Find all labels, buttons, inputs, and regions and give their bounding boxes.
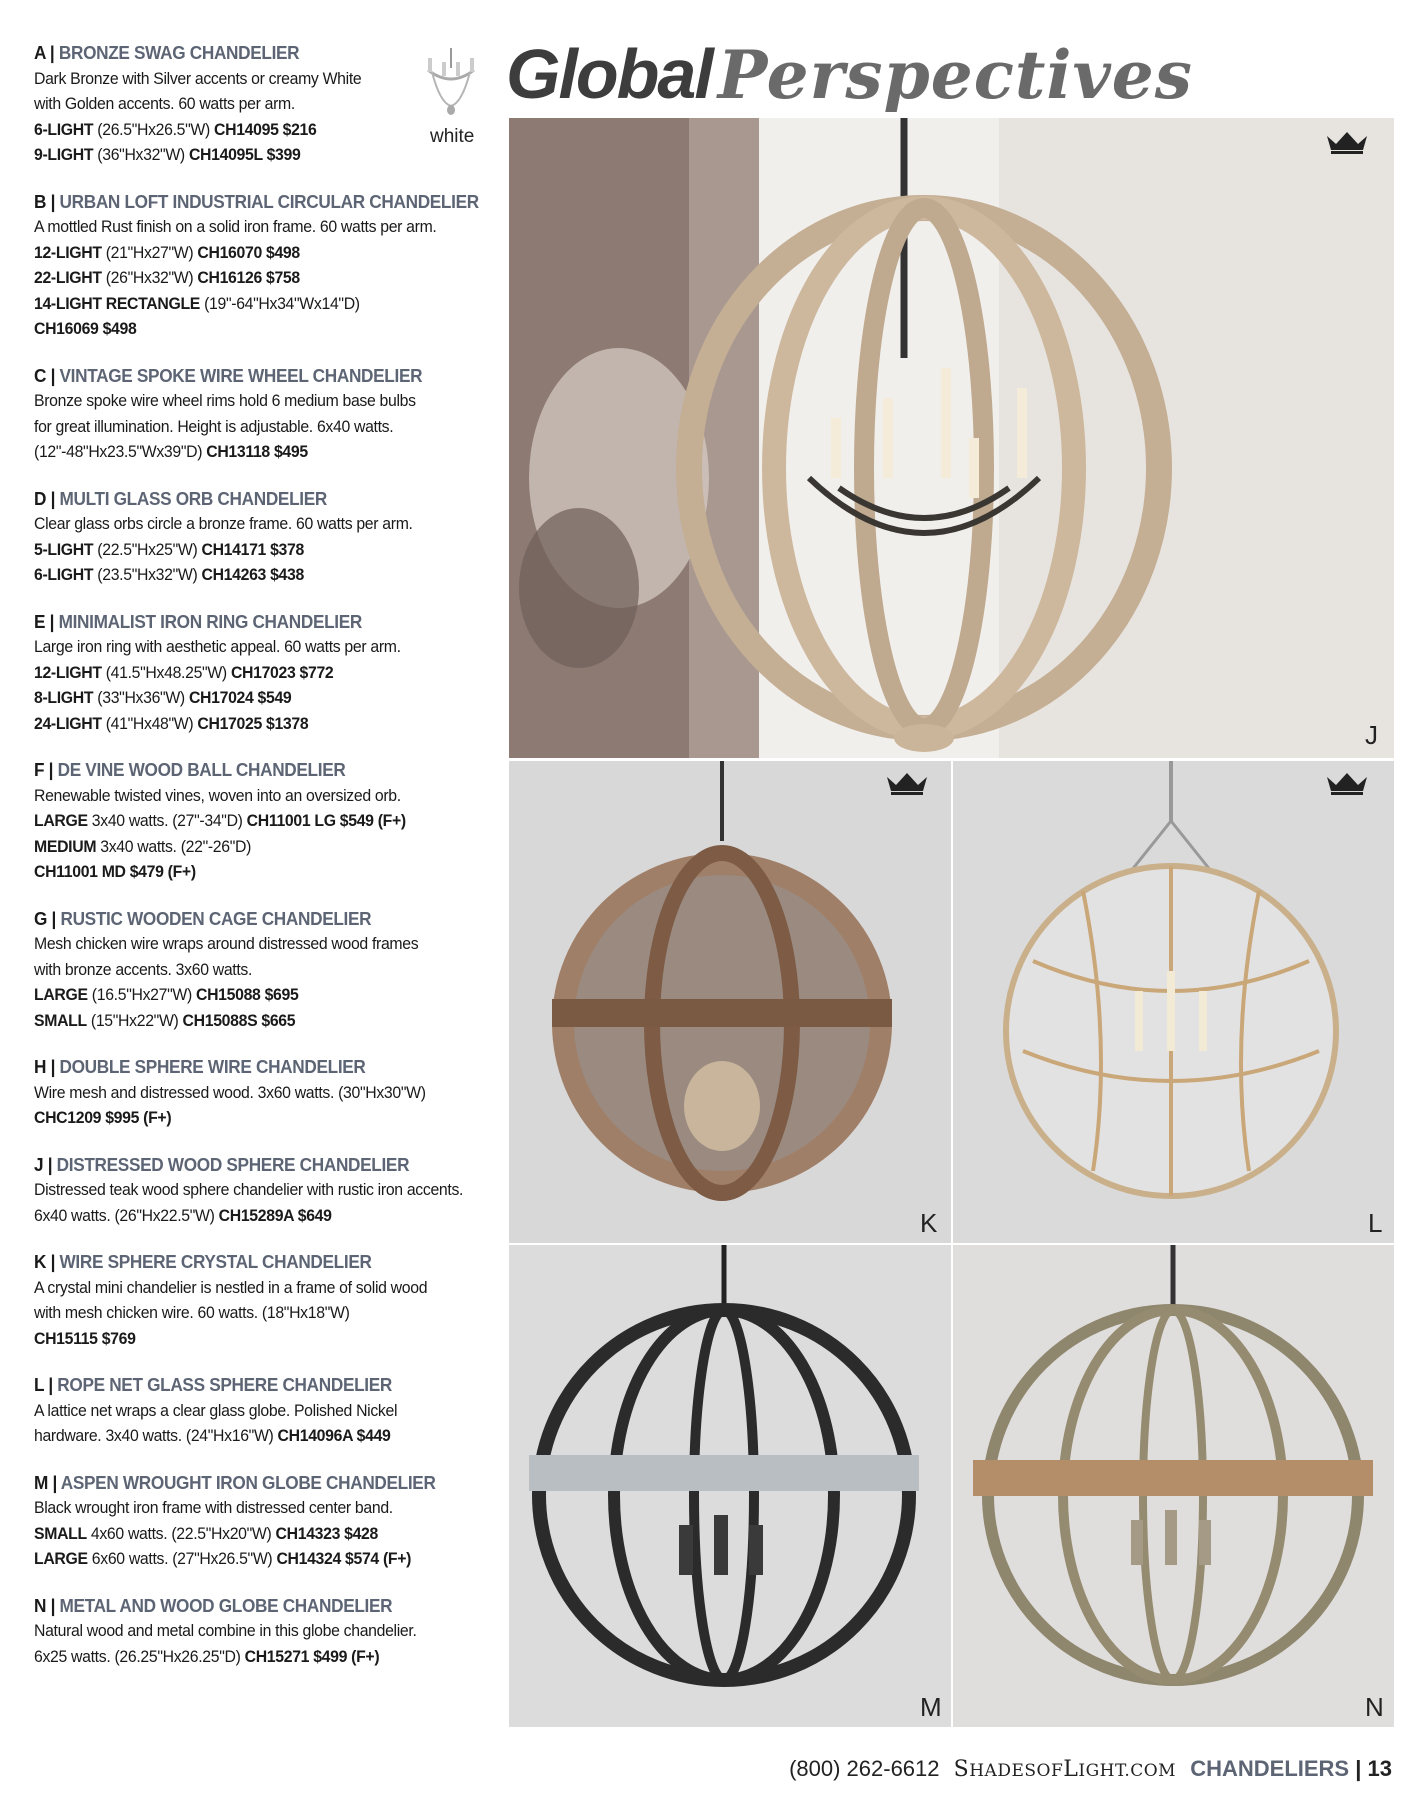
product-d [34,486,504,588]
product-description: A mottled Rust finish on a solid iron frame. 60 watts per arm. [34,217,437,236]
product-option: 5-LIGHT (22.5"Hx25"W) CH14171 $378 [34,539,304,559]
product-description: A lattice net wraps a clear glass globe. Polished Nickel [34,1400,398,1420]
photo-n [953,1245,1394,1727]
product-option: 6-LIGHT (26.5"Hx26.5"W) CH14095 $216 [34,119,317,139]
product-option: 8-LIGHT (33"Hx36"W) CH17024 $549 [34,688,292,707]
thumbnail-finish-label: white [430,126,475,147]
product-heading: J | DISTRESSED WOOD SPHERE CHANDELIER [34,1153,410,1175]
product-description: Large iron ring with aesthetic appeal. 60 watts per arm. [34,637,401,656]
photo-l [953,761,1394,1243]
chandelier-thumbnail [420,48,482,118]
product-k [34,1249,504,1351]
product-option: LARGE 6x60 watts. (27"Hx26.5"W) CH14324 $574 (F+) [34,1549,412,1568]
product-heading: A | BRONZE SWAG CHANDELIER [34,42,300,63]
product-option: (12"-48"Hx23.5"Wx39"D) CH13118 $495 [34,442,308,461]
product-option: 24-LIGHT (41"Hx48"W) CH17025 $1378 [34,713,309,733]
product-heading: D | MULTI GLASS ORB CHANDELIER [34,487,327,509]
product-heading: K | WIRE SPHERE CRYSTAL CHANDELIER [34,1251,372,1272]
product-option: 14-LIGHT RECTANGLE (19"-64"Hx34"Wx14"D) [34,293,360,313]
product-heading: N | METAL AND WOOD GLOBE CHANDELIER [34,1594,393,1616]
product-heading: E | MINIMALIST IRON RING CHANDELIER [34,610,362,632]
product-heading: G | RUSTIC WOODEN CAGE CHANDELIER [34,907,372,929]
product-description: Clear glass orbs circle a bronze frame. 60 watts per arm. [34,514,413,533]
product-option: 6x25 watts. (26.25"Hx26.25"D) CH15271 $499 (F+) [34,1646,380,1666]
product-option: 12-LIGHT (41.5"Hx48.25"W) CH17023 $772 [34,662,334,682]
product-heading: F | DE VINE WOOD BALL CHANDELIER [34,759,346,780]
photo-label-k: K [920,1208,938,1238]
page-title [506,34,1193,114]
product-heading: M | ASPEN WROUGHT IRON GLOBE CHANDELIER [34,1471,436,1493]
photo-label-j: J [1365,720,1378,750]
page-footer [789,1756,1392,1782]
product-g [34,906,504,1034]
title-global: Global [506,35,712,113]
product-j [34,1152,504,1229]
product-option: SMALL 4x60 watts. (22.5"Hx20"W) CH14323 $428 [34,1523,378,1543]
product-description: with bronze accents. 3x60 watts. [34,959,253,979]
photo-k [509,761,951,1243]
photo-m [509,1245,951,1727]
title-perspectives: Perspectives [717,36,1193,114]
product-description: A crystal mini chandelier is nestled in a frame of solid wood [34,1277,428,1297]
product-description: Bronze spoke wire wheel rims hold 6 medium base bulbs [34,391,416,410]
product-description: with Golden accents. 60 watts per arm. [34,94,295,113]
product-h [34,1054,504,1131]
product-c [34,363,504,465]
product-m [34,1470,504,1572]
product-option: CHC1209 $995 (F+) [34,1108,172,1127]
product-b [34,189,504,342]
crown-icon [1325,130,1369,159]
product-option: 9-LIGHT (36"Hx32"W) CH14095L $399 [34,145,301,164]
product-heading: L | ROPE NET GLASS SPHERE CHANDELIER [34,1374,392,1395]
footer-section: CHANDELIERS [1190,1756,1350,1781]
footer-divider: | [1355,1756,1362,1781]
product-description: Natural wood and metal combine in this globe chandelier. [34,1621,417,1640]
product-option: CH15115 $769 [34,1328,136,1348]
product-list [34,40,504,1690]
product-option: 6x40 watts. (26"Hx22.5"W) CH15289A $649 [34,1205,332,1225]
product-e [34,609,504,737]
product-option: MEDIUM 3x40 watts. (22"-26"D) [34,836,252,856]
product-heading: B | URBAN LOFT INDUSTRIAL CIRCULAR CHANDELIER [34,190,479,212]
photo-label-n: N [1365,1692,1384,1722]
product-description: Black wrought iron frame with distressed center band. [34,1498,393,1517]
product-description: Mesh chicken wire wraps around distressed wood frames [34,934,419,953]
product-option: LARGE (16.5"Hx27"W) CH15088 $695 [34,985,299,1004]
product-description: Distressed teak wood sphere chandelier with rustic iron accents. [34,1180,464,1199]
product-heading: H | DOUBLE SPHERE WIRE CHANDELIER [34,1056,366,1077]
product-option: 12-LIGHT (21"Hx27"W) CH16070 $498 [34,242,300,262]
product-n [34,1593,504,1670]
photo-label-l: L [1368,1208,1383,1238]
product-option: 6-LIGHT (23.5"Hx32"W) CH14263 $438 [34,565,304,584]
product-option: SMALL (15"Hx22"W) CH15088S $665 [34,1010,296,1030]
product-option: 22-LIGHT (26"Hx32"W) CH16126 $758 [34,268,300,287]
product-l [34,1372,504,1449]
product-option: LARGE 3x40 watts. (27"-34"D) CH11001 LG $549 (F+) [34,811,406,830]
product-description: with mesh chicken wire. 60 watts. (18"Hx18"W) [34,1303,350,1322]
product-option: hardware. 3x40 watts. (24"Hx16"W) CH14096A $449 [34,1426,391,1445]
crown-icon [1325,771,1369,800]
crown-icon [885,771,929,800]
footer-phone: (800) 262-6612 [789,1756,940,1781]
photo-j [509,118,1394,758]
product-description: Dark Bronze with Silver accents or creamy White [34,68,362,88]
photo-label-m: M [920,1692,942,1722]
product-description: for great illumination. Height is adjustable. 6x40 watts. [34,416,394,436]
page-number: 13 [1367,1756,1392,1781]
product-option: CH11001 MD $479 (F+) [34,862,196,881]
product-option: CH16069 $498 [34,319,137,338]
product-description: Renewable twisted vines, woven into an oversized orb. [34,785,401,805]
product-description: Wire mesh and distressed wood. 3x60 watts. (30"Hx30"W) [34,1082,426,1102]
footer-website[interactable]: SHADESOFLIGHT.COM [953,1757,1177,1782]
product-heading: C | VINTAGE SPOKE WIRE WHEEL CHANDELIER [34,364,423,386]
product-f [34,757,504,885]
